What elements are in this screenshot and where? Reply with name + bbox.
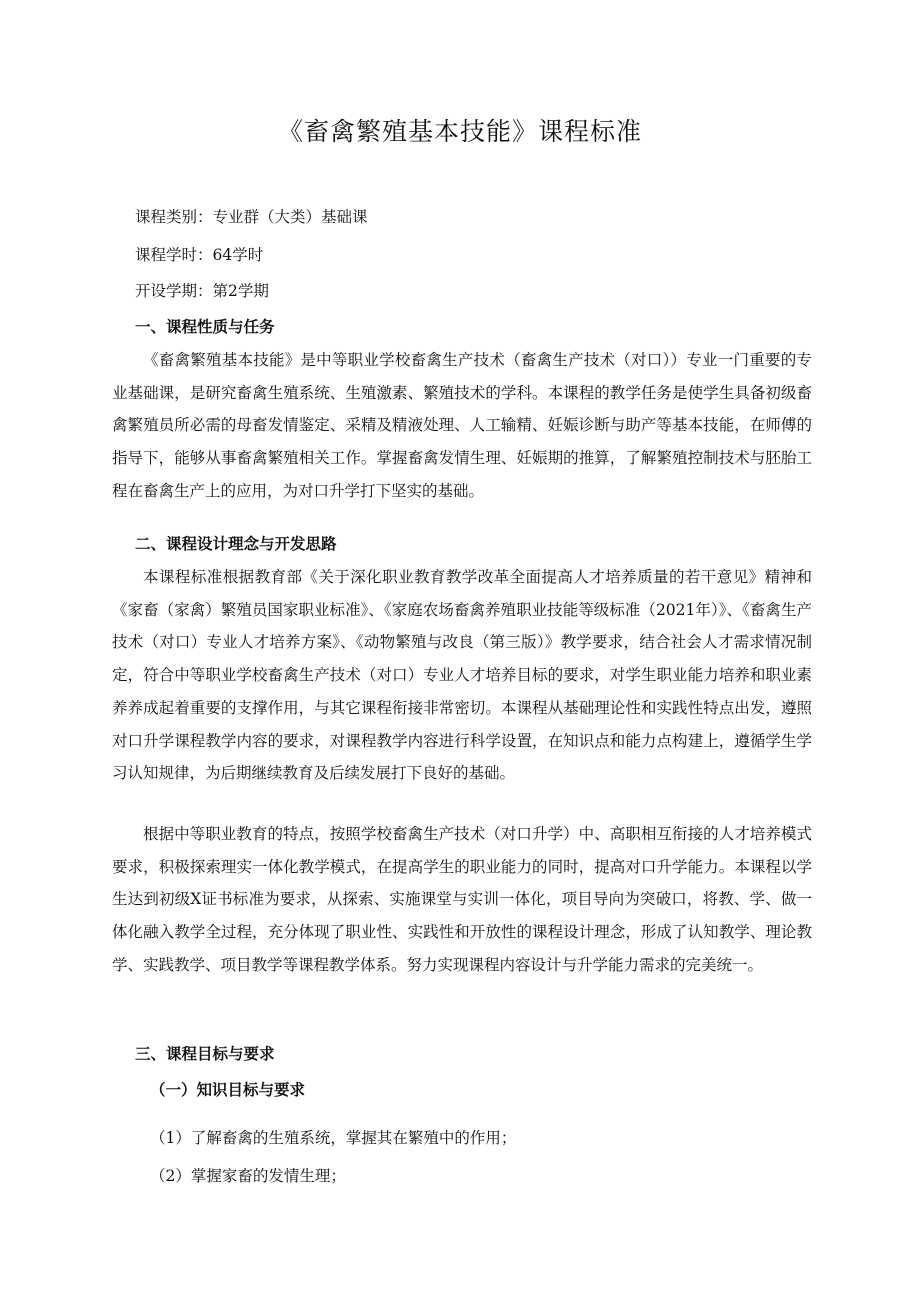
section-2-paragraph-2: 根据中等职业教育的特点，按照学校畜禽生产技术（对口升学）中、高职相互衔接的人才培养模式要求，积极探索理实一体化教学模式，在提高学生的职业能力的同时，提高对口升学能力。本课程以学生达到初级X证书标准为要求，从探索、实施课堂与实训一体化，项目导向为突破口，将教、学、做一体化融入教学全过程，充分体现了职业性、实践性和开放性的课程设计理念，形成了认知教学、理论教学、实践教学、项目教学等课程教学体系。努力实现课程内容设计与升学能力需求的完美统一。 <box>112 825 812 974</box>
page-title: 《畜禽繁殖基本技能》课程标准 <box>277 117 642 146</box>
list-item: （1）了解畜禽的生殖系统，掌握其在繁殖中的作用； <box>150 1129 517 1147</box>
course-hours: 课程学时：64学时 <box>135 246 264 264</box>
list-item: （2）掌握家畜的发情生理； <box>150 1167 346 1185</box>
section-2-paragraph-1: 本课程标准根据教育部《关于深化职业教育教学改革全面提高人才培养质量的若干意见》精神和《家畜（家禽）繁殖员国家职业标准》、《家庭农场畜禽养殖职业技能等级标准（2021年）》、《畜禽生产技术（对口）专业人才培养方案》、《动物繁殖与改良（第三版）》教学要求，结合社会人才需求情况制定，符合中等职业学校畜禽生产技术（对口）专业人才培养目标的要求，对学生职业能力培养和职业素养养成起着重要的支撑作用，与其它课程衔接非常密切。本课程从基础理论性和实践性特点出发，遵照对口升学课程教学内容的要求，对课程教学内容进行科学设置，在知识点和能力点构建上，遵循学生学习认知规律，为后期继续教育及后续发展打下良好的基础。 <box>112 568 812 783</box>
section-heading-1: 一、课程性质与任务 <box>135 317 275 336</box>
course-semester: 开设学期：第2学期 <box>135 282 269 300</box>
section-heading-3: 三、课程目标与要求 <box>135 1044 275 1063</box>
subsection-heading-1: （一）知识目标与要求 <box>150 1080 306 1099</box>
course-category: 课程类别：专业群（大类）基础课 <box>135 208 368 226</box>
section-heading-2: 二、课程设计理念与开发思路 <box>135 534 337 553</box>
section-1-paragraph: 《畜禽繁殖基本技能》是中等职业学校畜禽生产技术（畜禽生产技术（对口））专业一门重要的专业基础课，是研究畜禽生殖系统、生殖激素、繁殖技术的学科。本课程的教学任务是使学生具备初级畜禽繁殖员所必需的母畜发情鉴定、采精及精液处理、人工输精、妊娠诊断与助产等基本技能，在师傅的指导下，能够从事畜禽繁殖相关工作。掌握畜禽发情生理、妊娠期的推算，了解繁殖控制技术与胚胎工程在畜禽生产上的应用，为对口升学打下坚实的基础。 <box>112 351 812 500</box>
